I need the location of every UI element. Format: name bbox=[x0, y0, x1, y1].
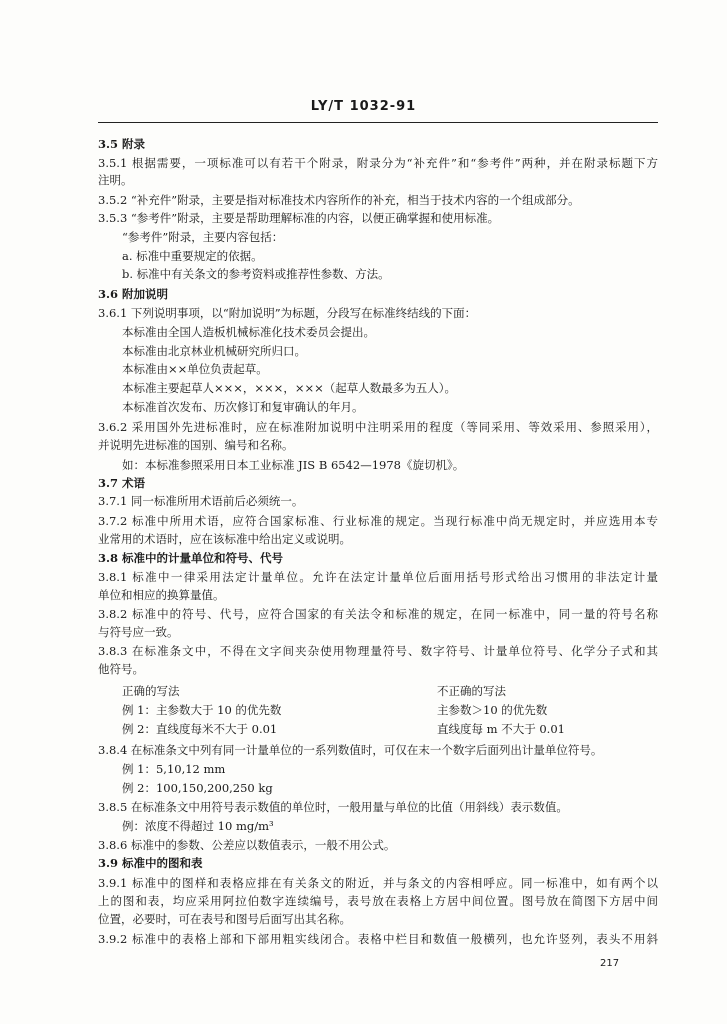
para-3-8-5-example: 例：浓度不得超过 10 mg/m³ bbox=[122, 819, 274, 833]
incorrect-heading: 不正确的写法 bbox=[437, 684, 506, 698]
page-number: 217 bbox=[600, 958, 620, 969]
incorrect-example-2: 直线度每 m 不大于 0.01 bbox=[437, 722, 565, 736]
section-title-3-5: 3.5 附录 bbox=[98, 137, 146, 151]
para-3-8-2-line1: 3.8.2 标准中的符号、代号，应符合国家的有关法令和标准的规定，在同一标准中，同一量的符号名称 bbox=[98, 607, 658, 621]
note-line-4: 本标准主要起草人×××，×××，×××（起草人数最多为五人）。 bbox=[122, 381, 456, 395]
para-3-8-1-line1: 3.8.1 标准中一律采用法定计量单位。允许在法定计量单位后面用括号形式给出习惯用的非法定计量 bbox=[98, 570, 658, 584]
para-3-8-3-line1: 3.8.3 在标准条文中，不得在文字间夹杂使用物理量符号、数字符号、计量单位符号、化学分子式和其 bbox=[98, 644, 658, 658]
note-line-2: 本标准由北京林业机械研究所归口。 bbox=[122, 344, 306, 358]
para-3-7-1: 3.7.1 同一标准所用术语前后必须统一。 bbox=[98, 494, 304, 508]
para-3-5-1-line1: 3.5.1 根据需要，一项标准可以有若干个附录，附录分为“补充件”和“参考件”两种，并在附录标题下方 bbox=[98, 156, 658, 170]
para-3-8-6: 3.8.6 标准中的参数、公差应以数值表示，一般不用公式。 bbox=[98, 838, 396, 852]
para-3-8-3-line2: 他符号。 bbox=[98, 662, 144, 676]
para-3-9-2-line1: 3.9.2 标准中的表格上部和下部用粗实线闭合。表格中栏目和数值一般横列，也允许竖列，表头不用斜 bbox=[98, 932, 658, 946]
para-3-6-1: 3.6.1 下列说明事项，以“附加说明”为标题，分段写在标准终结线的下面： bbox=[98, 306, 477, 320]
note-line-3: 本标准由××单位负责起草。 bbox=[122, 362, 268, 376]
para-3-5-1-line2: 注明。 bbox=[98, 173, 133, 187]
para-3-8-4-example-2: 例 2：100,150,200,250 kg bbox=[122, 781, 273, 795]
standard-code-header: LY/T 1032-91 bbox=[310, 99, 417, 114]
para-3-8-1-line2: 单位和相应的换算量值。 bbox=[98, 588, 225, 602]
para-3-6-2-line1: 3.6.2 采用国外先进标准时，应在标准附加说明中注明采用的程度（等同采用、等效采用、参照采用）， bbox=[98, 420, 658, 434]
section-title-3-7: 3.7 术语 bbox=[98, 476, 146, 490]
para-3-8-4-example-1: 例 1：5,10,12 mm bbox=[122, 762, 226, 776]
para-3-9-1-line2: 上的图和表，均应采用阿拉伯数字连续编号，表号放在表格上方居中间位置。图号放在简图下方居中间 bbox=[98, 894, 658, 908]
section-title-3-6: 3.6 附加说明 bbox=[98, 287, 169, 301]
para-3-9-1-line1: 3.9.1 标准中的图样和表格应排在有关条文的附近，并与条文的内容相呼应。同一标准中，如有两个以 bbox=[98, 876, 658, 890]
list-item-a: a. 标准中重要规定的依据。 bbox=[122, 249, 263, 263]
correct-example-2: 例 2：直线度每米不大于 0.01 bbox=[122, 722, 278, 736]
section-title-3-9: 3.9 标准中的图和表 bbox=[98, 856, 203, 870]
correct-heading: 正确的写法 bbox=[122, 684, 180, 698]
para-3-7-2-line1: 3.7.2 标准中所用术语，应符合国家标准、行业标准的规定。当现行标准中尚无规定时，并应选用本专 bbox=[98, 514, 658, 528]
section-title-3-8: 3.8 标准中的计量单位和符号、代号 bbox=[98, 551, 284, 565]
para-3-5-3-intro: “参考件”附录，主要内容包括： bbox=[122, 230, 284, 244]
para-3-7-2-line2: 业常用的术语时，应在该标准中给出定义或说明。 bbox=[98, 532, 351, 546]
header-rule bbox=[98, 122, 658, 123]
note-line-5: 本标准首次发布、历次修订和复审确认的年月。 bbox=[122, 400, 364, 414]
para-3-8-5: 3.8.5 在标准条文中用符号表示数值的单位时，一般用量与单位的比值（用斜线）表示数值。 bbox=[98, 800, 568, 814]
para-3-5-3: 3.5.3 “参考件”附录，主要是帮助理解标准的内容，以便正确掌握和使用标准。 bbox=[98, 211, 500, 225]
para-3-6-2-line2: 并说明先进标准的国别、编号和名称。 bbox=[98, 438, 294, 452]
para-3-5-2: 3.5.2 “补充件”附录，主要是指对标准技术内容所作的补充，相当于技术内容的一个组成部分。 bbox=[98, 193, 580, 207]
para-3-9-1-line3: 位置，必要时，可在表号和图号后面写出其名称。 bbox=[98, 912, 351, 926]
correct-example-1: 例 1：主参数大于 10 的优先数 bbox=[122, 703, 282, 717]
incorrect-example-1: 主参数＞10 的优先数 bbox=[437, 703, 548, 717]
para-3-8-4: 3.8.4 在标准条文中列有同一计量单位的一系列数值时，可仅在末一个数字后面列出计量单位符号。 bbox=[98, 743, 603, 757]
para-3-6-2-example: 如：本标准参照采用日本工业标准 JIS B 6542—1978《旋切机》。 bbox=[122, 458, 465, 472]
list-item-b: b. 标准中有关条文的参考资料或推荐性参数、方法。 bbox=[122, 267, 390, 281]
note-line-1: 本标准由全国人造板机械标准化技术委员会提出。 bbox=[122, 325, 375, 339]
para-3-8-2-line2: 与符号应一致。 bbox=[98, 625, 179, 639]
